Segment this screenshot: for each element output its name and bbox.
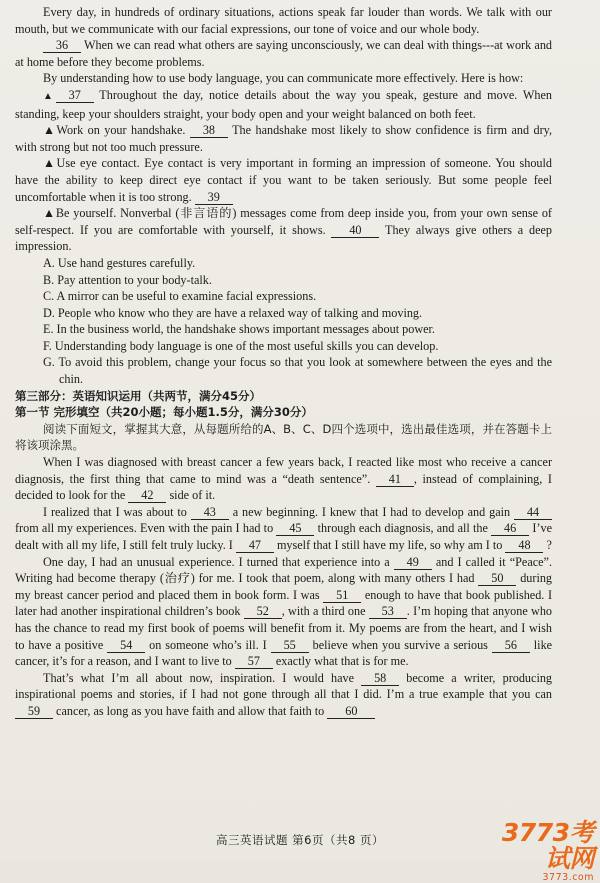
blank-36: 36 [43, 39, 81, 53]
option-b: B. Pay attention to your body-talk. [43, 272, 212, 287]
passage-a-paragraph-2: 36 When we can read what others are saying unconsciously, we can deal with things---at work and at home before they become problems. [15, 38, 553, 69]
blank-57: 57 [235, 655, 273, 669]
section-instruction: 阅读下面短文，掌握其大意，从每题所给的A、B、C、D四个选项中，选出最佳选项，并在答题卡上将该项涂黑。 [15, 421, 552, 453]
site-logo [500, 818, 594, 883]
passage-b-paragraph-2: I realized that I was about to 43 a new beginning. I knew that I had to develop and gain 44 from all my experiences. Even with the pain I had to 45 through each diagnosis, and all the 46 I’ve dealt with all my life, I still felt truly lucky. I 47 myself that I still have my life, so why am I to 48 ? [15, 504, 553, 552]
passage-a-paragraph-5: ▲Work on your handshake. 38 The handshake most likely to show confidence is firm and dry, with strong but not too much pressure. [15, 123, 553, 154]
passage-b-paragraph-4: That’s what I’m all about now, inspiration. I would have 58 become a writer, producing inspirational poems and stories, if I had not gone through all that I did. I’m a true example that you can 59 cancer, as long as you have faith and allow that faith to 60 [15, 670, 553, 718]
blank-56: 56 [492, 639, 530, 653]
blank-53: 53 [369, 605, 407, 619]
blank-43: 43 [191, 506, 229, 520]
option-a: A. Use hand gestures carefully. [43, 255, 196, 270]
passage-a-paragraph-4: ▲ 37 Throughout the day, notice details about the way you speak, gesture and move. When standing, keep your shoulders straight, your body open and your weight balanced on both feet. [15, 87, 553, 121]
option-c: C. A mirror can be useful to examine facial expressions. [43, 289, 317, 304]
passage-a-paragraph-6: ▲Use eye contact. Eye contact is very important in forming an impression of someone. You should have the ability to keep direct eye contact if you want to be taken seriously. But some people feel uncomfortable when it is too strong. 39 [15, 156, 552, 204]
blank-44: 44 [514, 506, 552, 520]
blank-40: 40 [331, 224, 379, 238]
site-logo-main: 3773考试网 [501, 818, 594, 873]
passage-b-paragraph-1: When I was diagnosed with breast cancer a few years back, I reacted like most who receive a cancer diagnosis, the first thing that came to mind was a “death sentence”. 41 , instead of complaining, I decided to look for the 42 side of it. [15, 455, 552, 503]
blank-48: 48 [505, 539, 543, 553]
page-footer: 高三英语试题 第6页（共8 页） [216, 833, 384, 847]
blank-52: 52 [244, 605, 282, 619]
blank-41: 41 [376, 473, 414, 487]
blank-37: 37 [56, 89, 94, 103]
blank-54: 54 [107, 639, 145, 653]
passage-a-paragraph-7: ▲Be yourself. Nonverbal (非言语的) messages come from deep inside you, from your own sense of self-respect. If you are comfortable with yourself, it shows. 40 They always give others a deep impression. [15, 206, 553, 254]
site-logo-url: 3773.com [542, 872, 594, 883]
blank-45: 45 [276, 522, 314, 536]
option-f: F. Understanding body language is one of the most useful skills you can develop. [43, 338, 439, 353]
blank-46: 46 [491, 522, 529, 536]
blank-58: 58 [361, 672, 399, 686]
passage-b-paragraph-3: One day, I had an unusual experience. I turned that experience into a 49 and I called it “Peace”. Writing had become therapy (治疗) for me. I took that poem, along with many others I had 50 during my breast cancer period and placed them in book form. I was 51 enough to have that book published. I later had another inspirational children’s book 52 , with a third one 53 . I’m hoping that anyone who has the chance to read my first book of poems will benefit from it. My poems are from the heart, and I wish to have a positive 54 on someone who’s ill. I 55 believe when you survive a serious 56 like cancer, it’s for a reason, and I want to live to 57 exactly what that is for me. [15, 554, 553, 669]
part-three-title: 第三部分：英语知识运用（共两节，满分45分） [15, 388, 262, 403]
blank-60: 60 [327, 705, 375, 719]
blank-59: 59 [15, 705, 53, 719]
passage-a-paragraph-1: Every day, in hundreds of ordinary situations, actions speak far louder than words. We talk with our mouth, but we communicate with our facial expressions, our tone of voice and our whole body. [15, 5, 552, 36]
option-e: E. In the business world, the handshake shows important messages about power. [43, 322, 435, 337]
passage-a-paragraph-3: By understanding how to use body language, you can communicate more effectively. Here is how: [43, 71, 524, 86]
blank-47: 47 [236, 539, 274, 553]
blank-51: 51 [323, 589, 361, 603]
section-one-title: 第一节 完形填空（共20小题；每小题1.5分，满分30分） [15, 405, 313, 420]
blank-50: 50 [478, 572, 516, 586]
blank-42: 42 [128, 489, 166, 503]
blank-39: 39 [195, 191, 233, 205]
exam-content [15, 4, 552, 720]
blank-49: 49 [394, 556, 432, 570]
blank-38: 38 [190, 124, 228, 138]
option-d: D. People who know who they are have a relaxed way of talking and moving. [43, 305, 423, 320]
blank-55: 55 [271, 639, 309, 653]
option-g: G. To avoid this problem, change your focus so that you look at somewhere between the eyes and the chin. [43, 355, 552, 387]
